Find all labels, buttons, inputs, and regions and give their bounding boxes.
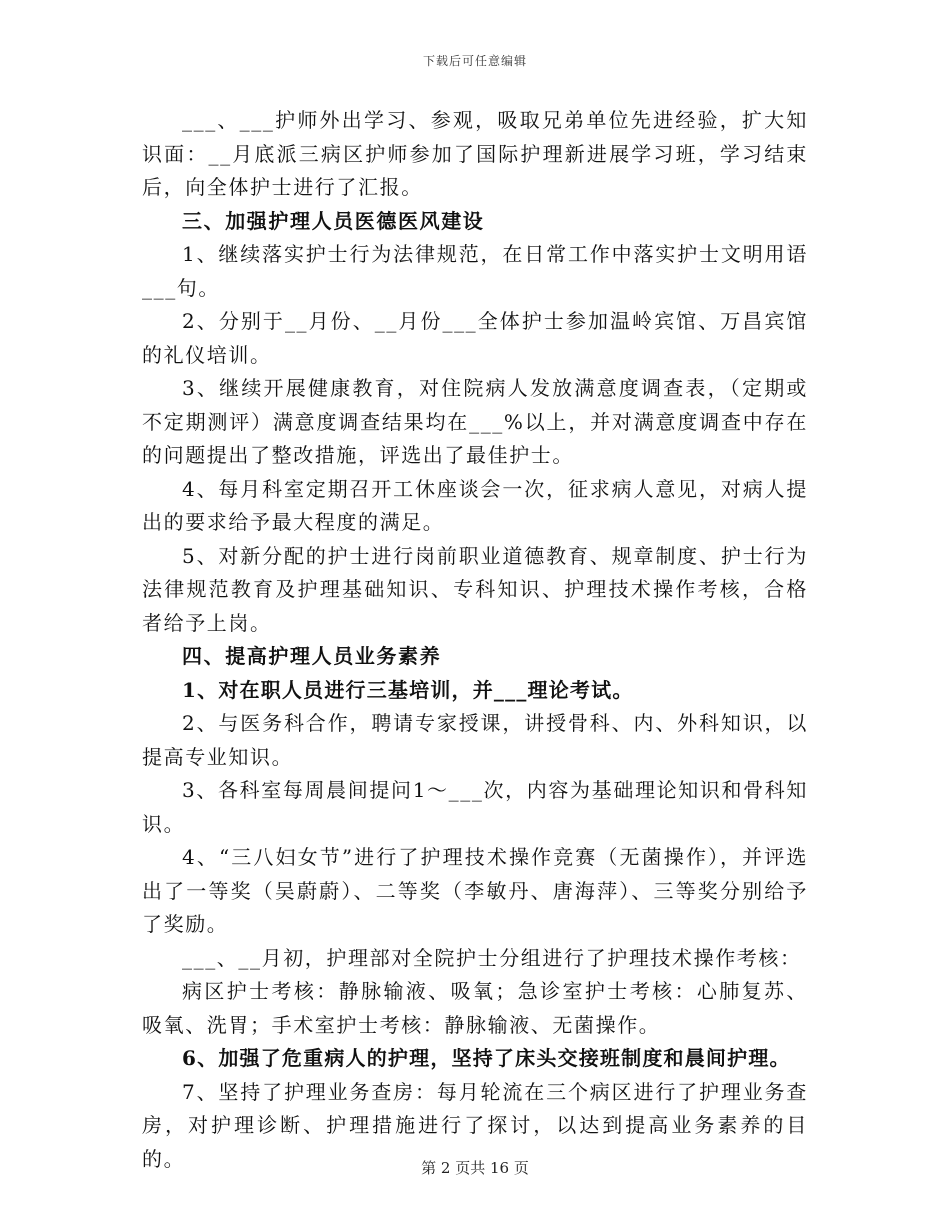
paragraph-4-6: 6、加强了危重病人的护理，坚持了床头交接班制度和晨间护理。 [182,1046,791,1070]
paragraph-4-7: 7、坚持了护理业务查房：每月轮流在三个病区进行了护理业务查房，对护理诊断、护理措施进行了探讨，以达到提高业务素养的目的。 [142,1079,808,1171]
section-heading-3: 三、加强护理人员医德医风建设 [182,208,485,233]
paragraph-3-5: 5、对新分配的护士进行岗前职业道德教育、规章制度、护士行为法律规范教育及护理基础知识、专科知识、护理技术操作考核，合格者给予上岗。 [142,543,808,635]
paragraph-4-5: ___、__月初，护理部对全院护士分组进行了护理技术操作考核： [182,945,802,970]
page-footer: 第 2 页共 16 页 [421,1159,529,1177]
paragraph-4-2: 2、与医务科合作，聘请专家授课，讲授骨科、内、外科知识，以提高专业知识。 [142,711,808,769]
document-body [142,104,808,1176]
paragraph-3-2: 2、分别于__月份、__月份___全体护士参加温岭宾馆、万昌宾馆的礼仪培训。 [142,309,808,367]
paragraph-4-1: 1、对在职人员进行三基培训，并___理论考试。 [182,677,634,702]
paragraph-4-4: 4、“三八妇女节”进行了护理技术操作竞赛（无菌操作），并评选出了一等奖（吴蔚蔚）、二等奖（李敏丹、唐海萍）、三等奖分别给予了奖励。 [142,845,808,936]
paragraph-3-1: 1、继续落实护士行为法律规范，在日常工作中落实护士文明用语___句。 [142,242,808,300]
paragraph-study-tour: ___、___护师外出学习、参观，吸取兄弟单位先进经验，扩大知识面：__月底派三病区护师参加了国际护理新进展学习班，学习结束后，向全体护士进行了汇报。 [142,108,808,199]
paragraph-4-3: 3、各科室每周晨间提问1～___次，内容为基础理论知识和骨科知识。 [142,778,808,836]
paragraph-3-3: 3、继续开展健康教育，对住院病人发放满意度调查表，（定期或不定期测评）满意度调查结果均在___%以上，并对满意度调查中存在的问题提出了整改措施，评选出了最佳护士。 [142,376,808,467]
paragraph-3-4: 4、每月科室定期召开工休座谈会一次，征求病人意见，对病人提出的要求给予最大程度的满足。 [142,476,808,534]
section-heading-4: 四、提高护理人员业务素养 [182,644,442,668]
paragraph-4-5-detail: 病区护士考核：静脉输液、吸氧；急诊室护士考核：心肺复苏、吸氧、洗胃；手术室护士考核：静脉输液、无菌操作。 [142,979,808,1037]
page-header: 下载后可任意编辑 [422,54,527,68]
